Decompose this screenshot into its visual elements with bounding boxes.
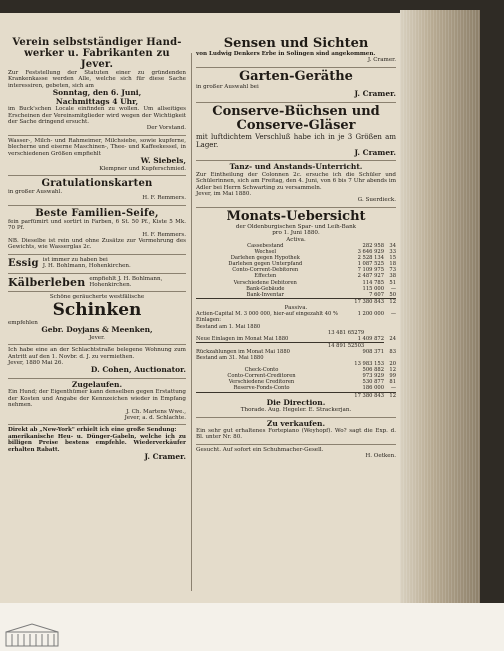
seife-ad <box>8 206 186 255</box>
garten-title: Garten-Geräthe <box>239 68 353 84</box>
zugelaufen-place: Jever, a. d. Schlachte. <box>124 415 186 421</box>
passiva-label: Conto-Corrent-Creditoren <box>227 373 296 380</box>
newspaper-page <box>0 13 400 603</box>
schinken-place: Jever. <box>89 334 105 341</box>
gratulation-ad <box>8 176 186 206</box>
schinken-emp: empfehlen <box>8 319 38 326</box>
direction-title: Die Direction. <box>266 397 326 407</box>
verkaufen-title: Zu verkaufen. <box>266 418 326 428</box>
monats-uebersicht <box>196 208 396 418</box>
passiva-cents: 20 <box>389 361 396 368</box>
aktiva-label: Effecten <box>254 273 277 280</box>
verein-sign: Der Vorstand. <box>146 125 186 132</box>
schinken-title: Schinken <box>52 299 142 320</box>
passiva-total-cents: 12 <box>384 392 396 399</box>
zugelaufen-body: Ein Hund; der Eigenthümer kann denselben gegen Erstattung der Kosten und Angabe der Kennzeichen wieder in Empfang nehmen. <box>8 389 186 409</box>
passiva-value: 973 929 <box>362 373 384 380</box>
bestand-value: 13 481 652 <box>327 329 358 336</box>
verein-time: Nachmittags 4 Uhr, <box>55 96 139 106</box>
monats-date: pro 1. Juni 1880. <box>272 230 320 237</box>
essig-title: Essig <box>8 257 39 269</box>
sum1-value: 14 891 525 <box>196 342 358 349</box>
passiva-value: 530 877 <box>362 379 384 386</box>
aktiva-total-cents: 12 <box>384 298 396 305</box>
tanz-title: Tanz- und Anstands-Unterricht. <box>229 162 363 172</box>
grat-title: Gratulationskarten <box>41 177 153 189</box>
tanz-body: Zur Eintheilung der Colonnen 2c. ersuche ich die Schüler und Schülerinnen, sich am Freitag, den 4. Juni, von 6 bis 7 Uhr abends im Adler bei Herrn Schwarting zu versammeln. <box>196 171 396 191</box>
sensen-title: Sensen und Sichten <box>223 36 369 51</box>
schinken-firm: Gebr. Doyjans & Meenken, <box>41 325 153 335</box>
aktiva-label: Cassebestand <box>247 242 284 249</box>
schinken-ad <box>8 292 186 345</box>
passiva-cents: 12 <box>389 367 396 374</box>
rueck-value: 908 371 <box>362 348 384 355</box>
verein-ad <box>8 35 186 136</box>
aktiva-label: Verschiedene Debitoren <box>233 279 297 286</box>
passiva-table <box>196 361 396 391</box>
conserve-ad <box>196 103 396 162</box>
aktiva-cents: 15 <box>389 255 396 262</box>
direkt-body: Direkt ab „New-York" erhielt ich eine große Sendung: <box>8 427 177 434</box>
tanz-date: Jever, im Mai 1880. <box>196 190 252 197</box>
zugelaufen-ad <box>8 379 186 426</box>
kaelber-body: empfiehlt <box>89 275 117 282</box>
grat-sub: in großer Auswahl. <box>8 188 63 195</box>
aktiva-label: Bank-Gebäude <box>246 285 285 292</box>
seife-sign: H. F. Remmers. <box>142 231 186 238</box>
aktiva-cents: 18 <box>389 261 396 268</box>
aktiva-cents: 50 <box>389 291 396 298</box>
conserve-sign: J. Cramer. <box>354 147 396 157</box>
rueck-label: Rückzahlungen im Monat Mai 1880 <box>196 348 290 355</box>
aktiva-value: 2 528 134 <box>357 255 384 262</box>
sensen-sign: J. Cramer. <box>367 57 396 64</box>
direkt-ad <box>8 425 186 464</box>
verkaufen-body: Ein sehr gut erhaltenes Fortepiano (Weyhopf). Wo? sagt die Exp. d. Bl. unter Nr. 80. <box>196 428 396 441</box>
neue-label: Neue Einlagen im Monat Mai 1880 <box>196 335 289 342</box>
kaelber-title: Kälberleben <box>8 275 86 289</box>
aktiva-label: Darlehen gegen Hypothek <box>230 255 300 262</box>
schinken-pre: Schöne geräucherte westfälische <box>49 294 145 301</box>
aktiva-cents: 51 <box>389 279 396 286</box>
einlagen-label: Einlagen: <box>196 317 222 324</box>
passiva-head: Passiva. <box>284 304 308 311</box>
aktiva-cents: 38 <box>389 273 396 280</box>
passiva-top <box>196 311 396 361</box>
left-column <box>8 35 186 465</box>
kaelber-place: Hohenkirchen. <box>89 282 132 289</box>
verein-body: im Buck'schen Locale einfinden zu wollen. Um allseitiges Erscheinen der Vereinsmitglieder wird wegen der Wichtigkeit der Sache dringend ersucht. <box>8 106 186 126</box>
aktiva-cents: 34 <box>389 242 396 249</box>
monats-sub: der Oldenburgischen Spar- und Leih-Bank <box>235 223 357 230</box>
passiva-label: Verschiedene Creditoren <box>228 379 295 386</box>
aktiva-value: 115 000 <box>362 285 384 292</box>
garten-sign: J. Cramer. <box>354 89 396 99</box>
sum1-cents: 03 <box>358 342 384 349</box>
bestand-cents: 79 <box>357 329 365 336</box>
verkaufen-ad <box>196 418 396 445</box>
passiva-cents: 99 <box>389 373 396 380</box>
tanz-sign: G. Suerdieck. <box>357 197 396 204</box>
aktiva-label: Darlehen gegen Unterpfand <box>228 261 303 268</box>
bestand-label: Bestand am 1. Mai 1880 <box>196 323 261 330</box>
passiva-cents: 81 <box>389 379 396 386</box>
wohnung-ad <box>8 345 186 379</box>
siebels-name: W. Siebels, <box>140 156 186 166</box>
rueck-cents: 83 <box>389 348 396 355</box>
aktiva-table <box>196 243 396 298</box>
passiva-value: 13 983 153 <box>354 361 384 368</box>
direkt-items: amerikanische Heu- u. Dünger-Gabeln, welche ich zu billigen Preise bestens empfehle. Wiederverkäufer erhalten Rabatt. <box>8 433 186 453</box>
essig-sign: J. H. Bohlmann, <box>42 263 87 270</box>
aktiva-cents: 73 <box>389 267 396 274</box>
kaelber-ad <box>8 274 186 293</box>
essig-body: ist immer zu haben bei <box>42 256 108 263</box>
tanz-ad <box>196 161 396 208</box>
seife-title: Beste Familien-Seife, <box>35 207 159 219</box>
verein-intro: Zur Feststellung der Statuten einer zu gründenden Krankenkasse werden Alle, welche sich für diese Sache interessiren, gebeten, sich am <box>8 70 186 89</box>
siebels-body: Wasser-, Milch- und Rahmeimer, Milchsiebe, sowie kupferne, blecherne und eiserne Maschinen-, Thee- und Kaffeekessel, in verschiedenen Größen empfiehlt <box>8 137 186 157</box>
passiva-value: 506 882 <box>362 367 384 374</box>
siebels-trade: Klempner und Kupferschmied. <box>99 165 186 172</box>
aktiva-value: 114 785 <box>362 279 384 286</box>
conserve-body: mit luftdichtem Verschluß habe ich in je 3 Größen am Lager. <box>196 132 396 149</box>
aktiva-value: 282 958 <box>362 242 384 249</box>
verein-title: Verein selbstständiger Hand-werker u. Fabrikanten zu Jever. <box>12 37 182 70</box>
aktiva-total <box>196 298 396 305</box>
book-spine <box>400 10 480 608</box>
neue-cents: 24 <box>389 335 396 342</box>
neue-value: 1 409 872 <box>357 335 384 342</box>
passiva-label: Check-Conto <box>244 367 279 374</box>
passiva-value: 186 000 <box>362 385 384 392</box>
gesucht-sign: H. Oetken. <box>365 453 396 460</box>
gesucht-ad <box>196 445 396 463</box>
passiva-label: Reserve-Fonds-Conto <box>233 385 290 392</box>
siebels-ad <box>8 136 186 176</box>
conserve-title-1: Conserve-Büchsen und <box>212 103 380 119</box>
aktiva-label: Wechsel <box>254 249 277 256</box>
aktiva-label: Bank-Inventar <box>246 291 284 298</box>
verein-date: Sonntag, den 6. Juni, <box>52 88 142 98</box>
kaelber-sign: J. H. Bohlmann, <box>118 275 163 282</box>
direkt-sign: J. Cramer. <box>144 452 186 462</box>
passiva-total-value: 17 380 843 <box>196 392 384 399</box>
aktiva-label: Conto-Corrent-Debitoren <box>232 267 299 274</box>
passiva-capital-label: Actien-Capital M. 3 000 000, hier-auf eingezahlt 40 % <box>196 311 338 318</box>
wohnung-sign: D. Cohen, Auctionator. <box>90 365 186 375</box>
wohnung-date: Jever, 1880 Mai 26. <box>8 359 64 366</box>
passiva-cents: — <box>390 385 396 392</box>
seife-body: fein parfümirt und sortirt in Farben, 6 St. 50 Pf., Kiste 5 Mk. 70 Pf. <box>8 218 186 232</box>
essig-place: Hohenkirchen. <box>88 263 131 270</box>
zugelaufen-title: Zugelaufen. <box>71 379 123 389</box>
aktiva-value: 7 607 <box>369 291 384 298</box>
column-divider <box>191 53 192 591</box>
right-column <box>196 35 396 463</box>
garten-ad <box>196 68 396 103</box>
garten-sub: in großer Auswahl bei <box>196 83 259 90</box>
bestand31-label: Bestand am 31. Mai 1880 <box>196 354 264 361</box>
aktiva-value: 3 646 929 <box>357 249 384 256</box>
passiva-capital-value: 1 200 000 <box>357 311 384 318</box>
essig-ad <box>8 255 186 274</box>
aktiva-value: 1 087 525 <box>357 261 384 268</box>
aktiva-value: 7 109 975 <box>357 267 384 274</box>
bottom-strip <box>0 603 504 651</box>
seife-nb: NB. Dieselbe ist rein und ohne Zusätze zur Vermehrung des Gewichts, wie Wasserglas 2c. <box>8 238 186 251</box>
conserve-title-2: Conserve-Gläser <box>236 117 356 133</box>
aktiva-cents: 33 <box>389 249 396 256</box>
wohnung-body: Ich habe eine an der Schlachtstraße belegene Wohnung zum Antritt auf den 1. Novbr. d. J. zu vermiethen. <box>8 347 186 360</box>
zugelaufen-sign: J. Ch. Martens Wwe., <box>126 408 186 415</box>
passiva-capital-cents: — <box>390 311 396 318</box>
aktiva-value: 2 487 927 <box>357 273 384 280</box>
direction-names: Thorade. Aug. Hegeler. E. Strackerjan. <box>240 407 352 414</box>
aktiva-total-value: 17 380 843 <box>196 298 384 305</box>
aktiva-cents: — <box>390 285 396 292</box>
gesucht-body: Gesucht. Auf sofort ein Schuhmacher-Gesell. <box>196 446 324 453</box>
grat-sign: H. F. Remmers. <box>142 195 186 202</box>
library-building-icon <box>4 622 60 648</box>
monats-title: Monats-Uebersicht <box>226 208 366 224</box>
sensen-sub: von Ludwig Denkers Erbe in Solingen sind angekommen. <box>196 51 376 57</box>
sensen-ad <box>196 35 396 68</box>
aktiva-head: Activa. <box>286 236 306 243</box>
